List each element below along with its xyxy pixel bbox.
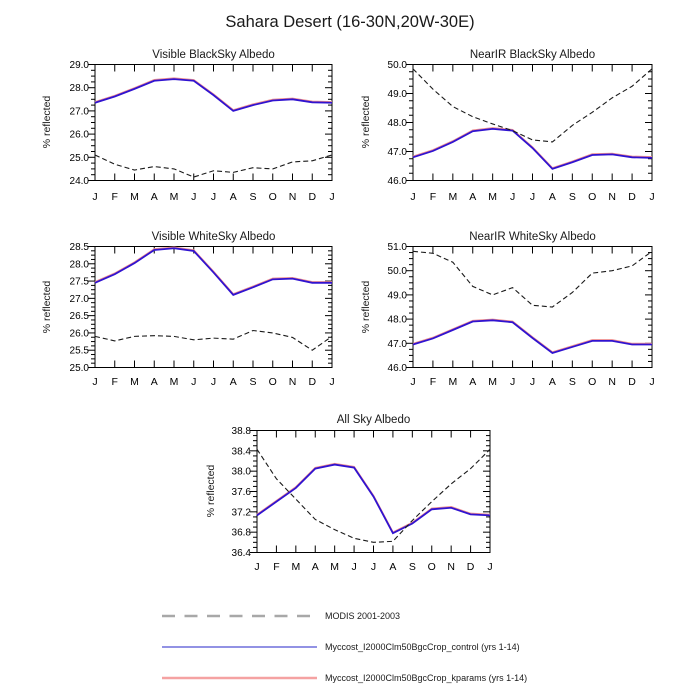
panel-3-modis-line bbox=[95, 331, 332, 351]
legend-label-kparams: Myccost_I2000Clm50BgcCrop_kparams (yrs 1-14) bbox=[325, 673, 528, 683]
panel-4-xtick-label: M bbox=[488, 376, 498, 388]
panel-1-frame bbox=[95, 65, 332, 181]
panel-3-ytick-label: 25.0 bbox=[69, 363, 89, 374]
legend-label-modis: MODIS 2001-2003 bbox=[325, 611, 401, 621]
legend-row-modis bbox=[161, 608, 400, 624]
panel-5-xtick-label: A bbox=[311, 561, 319, 573]
panel-1-ytick-label: 29.0 bbox=[69, 60, 89, 71]
panel-4-xtick-label: O bbox=[588, 376, 597, 388]
panel-1-xtick-label: A bbox=[229, 191, 237, 203]
panel-3-xtick-label: D bbox=[308, 376, 317, 388]
panel-4-ytick-label: 47.0 bbox=[387, 338, 407, 350]
panel-1-control-line bbox=[95, 79, 332, 111]
panel-2-xtick-label: J bbox=[509, 191, 516, 203]
panel-4-kparams-line bbox=[413, 320, 652, 353]
panel-2-xtick-label: A bbox=[548, 191, 556, 203]
panel-4-ytick-label: 50.0 bbox=[387, 266, 407, 278]
panel-5-control-line bbox=[257, 465, 490, 534]
panel-nearir-blacksky-title: NearIR BlackSky Albedo bbox=[469, 49, 596, 61]
panel-1-ytick-label: 24.0 bbox=[69, 176, 89, 187]
panel-visible-whitesky-ylabel: % reflected bbox=[41, 280, 53, 334]
panel-4-ytick-label: 46.0 bbox=[387, 363, 407, 374]
panel-3-ytick-label: 27.0 bbox=[69, 293, 89, 305]
panel-1-xtick-label: F bbox=[111, 191, 118, 203]
panel-3-xtick-label: O bbox=[268, 376, 277, 388]
panel-1-xtick-label: J bbox=[191, 191, 197, 203]
panel-4-xtick-label: A bbox=[469, 376, 477, 388]
panel-1-xtick-label: A bbox=[150, 191, 158, 203]
panel-nearir-blacksky-ylabel: % reflected bbox=[360, 95, 372, 149]
panel-visible-whitesky-title: Visible WhiteSky Albedo bbox=[151, 231, 276, 243]
panel-1-xtick-label: J bbox=[210, 191, 217, 203]
legend-row-kparams bbox=[161, 670, 527, 686]
panel-3-ytick-label: 27.5 bbox=[69, 276, 89, 288]
panel-5-ytick-label: 36.8 bbox=[231, 527, 251, 539]
panel-2-xtick-label: M bbox=[488, 191, 498, 203]
panel-1-ytick-label: 28.0 bbox=[69, 83, 89, 95]
panel-5-ytick-label: 38.0 bbox=[231, 466, 251, 478]
panel-3-xtick-label: A bbox=[150, 376, 158, 388]
panel-visible-blacksky-ylabel: % reflected bbox=[41, 95, 53, 149]
panel-1-xtick-label: M bbox=[130, 191, 139, 203]
panel-5-xtick-label: J bbox=[254, 561, 260, 573]
panel-5-xtick-label: N bbox=[447, 561, 455, 573]
panel-nearir-whitesky-ylabel: % reflected bbox=[360, 280, 372, 334]
panel-3-control-line bbox=[95, 248, 332, 295]
panel-4-xtick-label: J bbox=[529, 376, 536, 388]
panel-4-xtick-label: A bbox=[548, 376, 556, 388]
panel-2-ytick-label: 47.0 bbox=[387, 147, 407, 158]
panel-4-xtick-label: J bbox=[410, 376, 416, 388]
panel-5-xtick-label: J bbox=[351, 561, 357, 573]
panel-1-xtick-label: N bbox=[288, 191, 297, 203]
panel-5-xtick-label: D bbox=[466, 561, 475, 573]
panel-5-ytick-label: 38.4 bbox=[231, 446, 251, 458]
panel-5-xtick-label: A bbox=[389, 561, 397, 573]
panel-3-xtick-label: N bbox=[288, 376, 297, 388]
panel-4-xtick-label: J bbox=[649, 376, 655, 388]
panel-4-xtick-label: N bbox=[608, 376, 616, 388]
panel-3-xtick-label: J bbox=[210, 376, 217, 388]
panel-3-xtick-label: J bbox=[329, 376, 335, 388]
panel-5-ytick-label: 37.6 bbox=[231, 487, 251, 498]
panel-2-xtick-label: F bbox=[429, 191, 437, 203]
panel-3-xtick-label: J bbox=[191, 376, 197, 388]
panel-5-xtick-label: J bbox=[487, 561, 493, 573]
panel-4-ytick-label: 51.0 bbox=[387, 242, 407, 253]
panel-3-xtick-label: J bbox=[92, 376, 98, 388]
panel-4-xtick-label: F bbox=[429, 376, 437, 388]
panel-3-xtick-label: S bbox=[249, 376, 257, 388]
legend-label-control: Myccost_I2000Clm50BgcCrop_control (yrs 1-14) bbox=[325, 642, 520, 652]
panel-4-ytick-label: 48.0 bbox=[387, 314, 407, 326]
panel-2-frame bbox=[413, 65, 652, 181]
panel-1-xtick-label: D bbox=[308, 191, 317, 203]
panel-3-xtick-label: F bbox=[111, 376, 118, 388]
panel-2-ytick-label: 48.0 bbox=[387, 118, 407, 129]
panel-2-xtick-label: O bbox=[588, 191, 597, 203]
panel-1-ytick-label: 26.0 bbox=[69, 129, 89, 141]
panel-4-modis-line bbox=[413, 251, 652, 307]
panel-allsky-ylabel: % reflected bbox=[205, 464, 217, 518]
panel-4-xtick-label: D bbox=[628, 376, 636, 388]
panel-3-ytick-label: 25.5 bbox=[69, 345, 89, 357]
panel-visible-blacksky-title: Visible BlackSky Albedo bbox=[152, 49, 275, 61]
panel-4-xtick-label: S bbox=[568, 376, 576, 388]
panel-1-xtick-label: J bbox=[329, 191, 335, 203]
panel-3-xtick-label: A bbox=[229, 376, 237, 388]
panel-2-modis-line bbox=[413, 69, 652, 142]
panel-2-xtick-label: J bbox=[649, 191, 655, 203]
panel-2-xtick-label: J bbox=[529, 191, 536, 203]
legend-line-control-icon bbox=[161, 639, 318, 655]
panel-3-xtick-label: M bbox=[130, 376, 139, 388]
panel-nearir-whitesky-title: NearIR WhiteSky Albedo bbox=[469, 231, 596, 243]
panel-5-xtick-label: J bbox=[370, 561, 377, 573]
panel-4-xtick-label: M bbox=[448, 376, 458, 388]
panel-allsky-title: All Sky Albedo bbox=[336, 414, 411, 426]
panel-2-xtick-label: N bbox=[608, 191, 616, 203]
panel-3-kparams-line bbox=[95, 247, 332, 294]
panel-1-xtick-label: J bbox=[92, 191, 98, 203]
panel-4-ytick-label: 49.0 bbox=[387, 290, 407, 302]
panel-5-xtick-label: F bbox=[273, 561, 280, 573]
panel-5-ytick-label: 38.8 bbox=[231, 426, 251, 437]
panel-5-xtick-label: S bbox=[408, 561, 416, 573]
legend-line-modis-icon bbox=[161, 608, 318, 624]
panel-3-ytick-label: 28.0 bbox=[69, 259, 89, 271]
panel-3-xtick-label: M bbox=[169, 376, 179, 388]
panel-5-xtick-label: O bbox=[427, 561, 436, 573]
figure-title: Sahara Desert (16-30N,20W-30E) bbox=[225, 13, 475, 31]
panel-2-ytick-label: 49.0 bbox=[387, 89, 407, 100]
panel-1-ytick-label: 27.0 bbox=[69, 106, 89, 118]
panel-2-ytick-label: 50.0 bbox=[387, 60, 407, 71]
panel-4-xtick-label: J bbox=[509, 376, 516, 388]
panel-1-ytick-label: 25.0 bbox=[69, 152, 89, 164]
panel-3-ytick-label: 26.0 bbox=[69, 328, 89, 340]
panel-1-xtick-label: O bbox=[268, 191, 277, 203]
panel-5-xtick-label: M bbox=[330, 561, 340, 573]
legend-row-control bbox=[161, 639, 520, 655]
panel-2-xtick-label: S bbox=[568, 191, 576, 203]
panel-1-xtick-label: M bbox=[169, 191, 179, 203]
legend-line-kparams-icon bbox=[161, 670, 318, 686]
panel-1-xtick-label: S bbox=[249, 191, 257, 203]
panel-5-ytick-label: 37.2 bbox=[231, 507, 251, 519]
panel-3-ytick-label: 26.5 bbox=[69, 311, 89, 323]
panel-2-xtick-label: A bbox=[469, 191, 477, 203]
panel-2-xtick-label: J bbox=[410, 191, 416, 203]
panel-5-xtick-label: M bbox=[291, 561, 301, 573]
panel-5-ytick-label: 36.4 bbox=[231, 548, 251, 559]
panel-3-ytick-label: 28.5 bbox=[69, 242, 89, 253]
panel-2-control-line bbox=[413, 129, 652, 169]
panel-2-ytick-label: 46.0 bbox=[387, 176, 407, 187]
panel-2-xtick-label: M bbox=[448, 191, 458, 203]
panel-2-xtick-label: D bbox=[628, 191, 636, 203]
panel-4-frame bbox=[413, 247, 652, 368]
